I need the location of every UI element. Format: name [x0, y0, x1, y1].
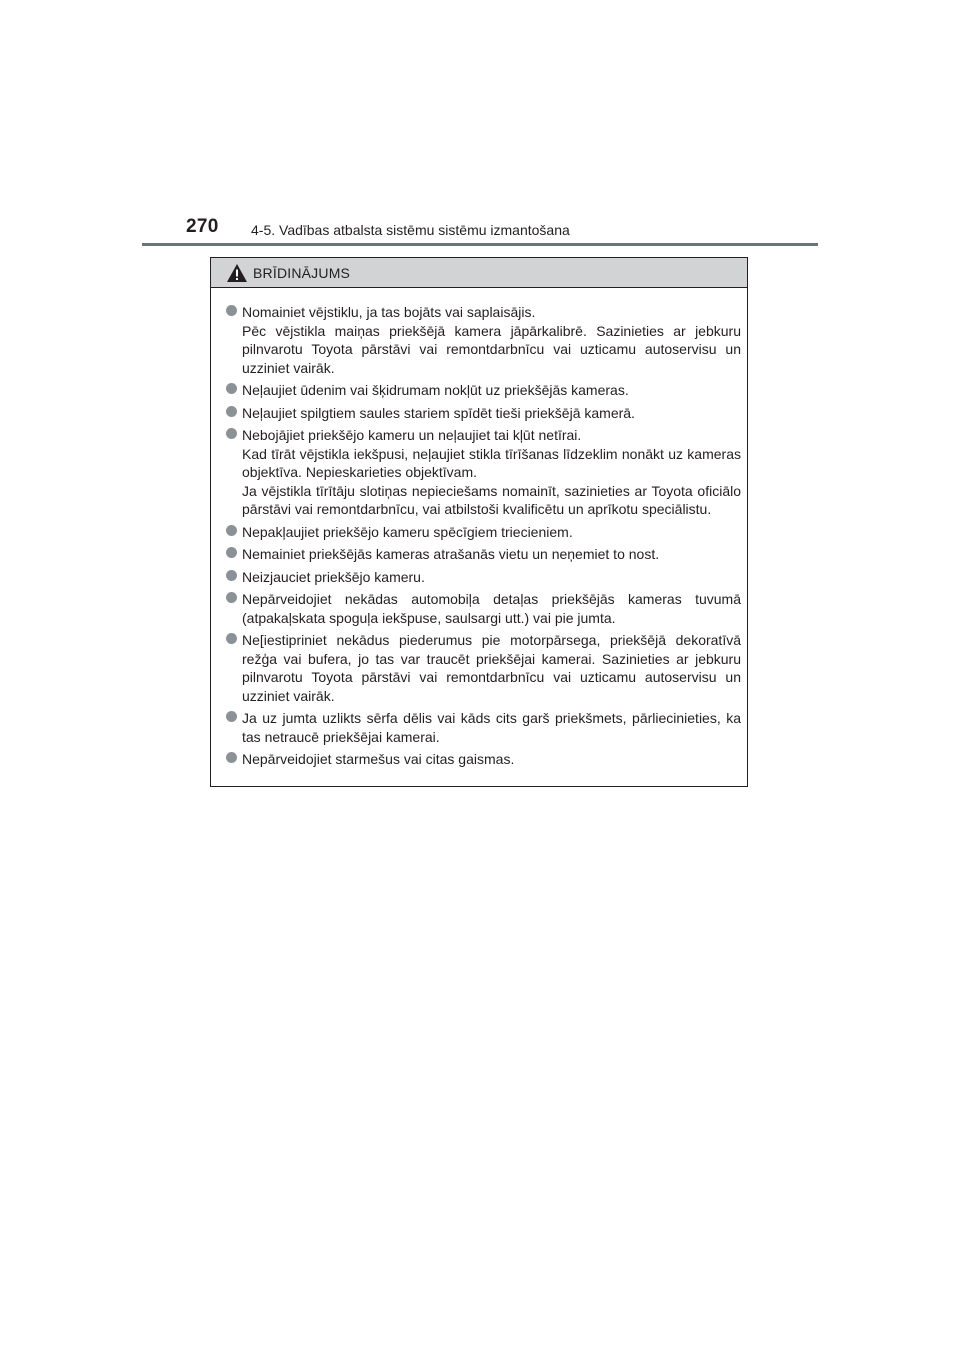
warning-item-text: Neļaujiet ūdenim vai šķidrumam nokļūt uz priekšējās kameras. — [242, 382, 629, 398]
warning-item-text: Ne[iestipriniet nekādus piederumus pie motorpārsega, priekšējā dekoratīvā režģa vai bufera, jo tas var traucēt priekšējai kamerai. Sazinieties ar jebkuru pilnvarotu Toyota pārstāvi vai remontdarbnīcu vai uzticamu autoservisu un uzziniet vairāk. — [242, 632, 741, 704]
bullet-icon — [226, 305, 237, 316]
bullet-icon — [226, 570, 237, 581]
warning-item — [242, 381, 741, 400]
warning-item-text: Nepārveidojiet starmešus vai citas gaismas. — [242, 751, 515, 767]
warning-triangle-icon — [226, 263, 248, 283]
warning-list — [211, 288, 747, 769]
bullet-icon — [226, 633, 237, 644]
warning-item — [242, 590, 741, 627]
warning-item-text: Nemainiet priekšējās kameras atrašanās vietu un neņemiet to nost. — [242, 546, 660, 562]
bullet-icon — [226, 752, 237, 763]
warning-item — [242, 545, 741, 564]
warning-item-text: Ja vējstikla tīrītāju slotiņas nepieciešams nomainīt, sazinieties ar Toyota oficiālo pārstāvi vai remontdarbnīcu, vai atbilstoši kvalificētu un aprīkotu speciālistu. — [242, 482, 741, 517]
bullet-icon — [226, 406, 237, 417]
warning-title: BRĪDINĀJUMS — [253, 264, 351, 281]
warning-item — [242, 404, 741, 423]
warning-item — [242, 426, 741, 519]
section-title: 4-5. Vadības atbalsta sistēmu sistēmu izmantošana — [251, 222, 570, 238]
bullet-icon — [226, 383, 237, 394]
warning-box — [210, 257, 748, 787]
bullet-icon — [226, 428, 237, 439]
warning-item — [242, 709, 741, 746]
bullet-icon — [226, 711, 237, 722]
warning-item — [242, 568, 741, 587]
warning-item — [242, 631, 741, 705]
warning-item-text: Neļaujiet spilgtiem saules stariem spīdēt tieši priekšējā kamerā. — [242, 404, 635, 421]
warning-item-text: Kad tīrāt vējstikla iekšpusi, neļaujiet stikla tīrīšanas līdzeklim nonākt uz kameras objektīva. Nepieskarieties objektīvam. — [242, 445, 741, 480]
warning-item-text: Ja uz jumta uzlikts sērfa dēlis vai kāds cits garš priekšmets, pārliecinieties, ka tas netraucē priekšējai kamerai. — [242, 710, 741, 745]
warning-item-text: Nepakļaujiet priekšējo kameru spēcīgiem triecieniem. — [242, 523, 573, 540]
page-number: 270 — [186, 216, 219, 237]
warning-item — [242, 303, 741, 377]
warning-item-text: Nepārveidojiet nekādas automobiļa detaļas priekšējās kameras tuvumā (atpakaļskata spoguļa iekšpuse, saulsargi utt.) vai pie jumta. — [242, 591, 741, 626]
warning-item-text: Nomainiet vējstiklu, ja tas bojāts vai saplaisājis. — [242, 304, 536, 320]
header-rule — [142, 243, 818, 246]
warning-item — [242, 750, 741, 769]
warning-item-text: Pēc vējstikla maiņas priekšējā kamera jāpārkalibrē. Sazinieties ar jebkuru pilnvarotu Toyota pārstāvi vai remontdarbnīcu vai uzticamu autoservisu un uzziniet vairāk. — [242, 322, 741, 376]
warning-item-text: Neizjauciet priekšējo kameru. — [242, 568, 425, 585]
bullet-icon — [226, 592, 237, 603]
bullet-icon — [226, 525, 237, 536]
warning-item-text: Nebojājiet priekšējo kameru un neļaujiet tai kļūt netīrai. — [242, 427, 582, 443]
warning-header — [211, 258, 747, 288]
bullet-icon — [226, 547, 237, 558]
warning-item — [242, 523, 741, 542]
